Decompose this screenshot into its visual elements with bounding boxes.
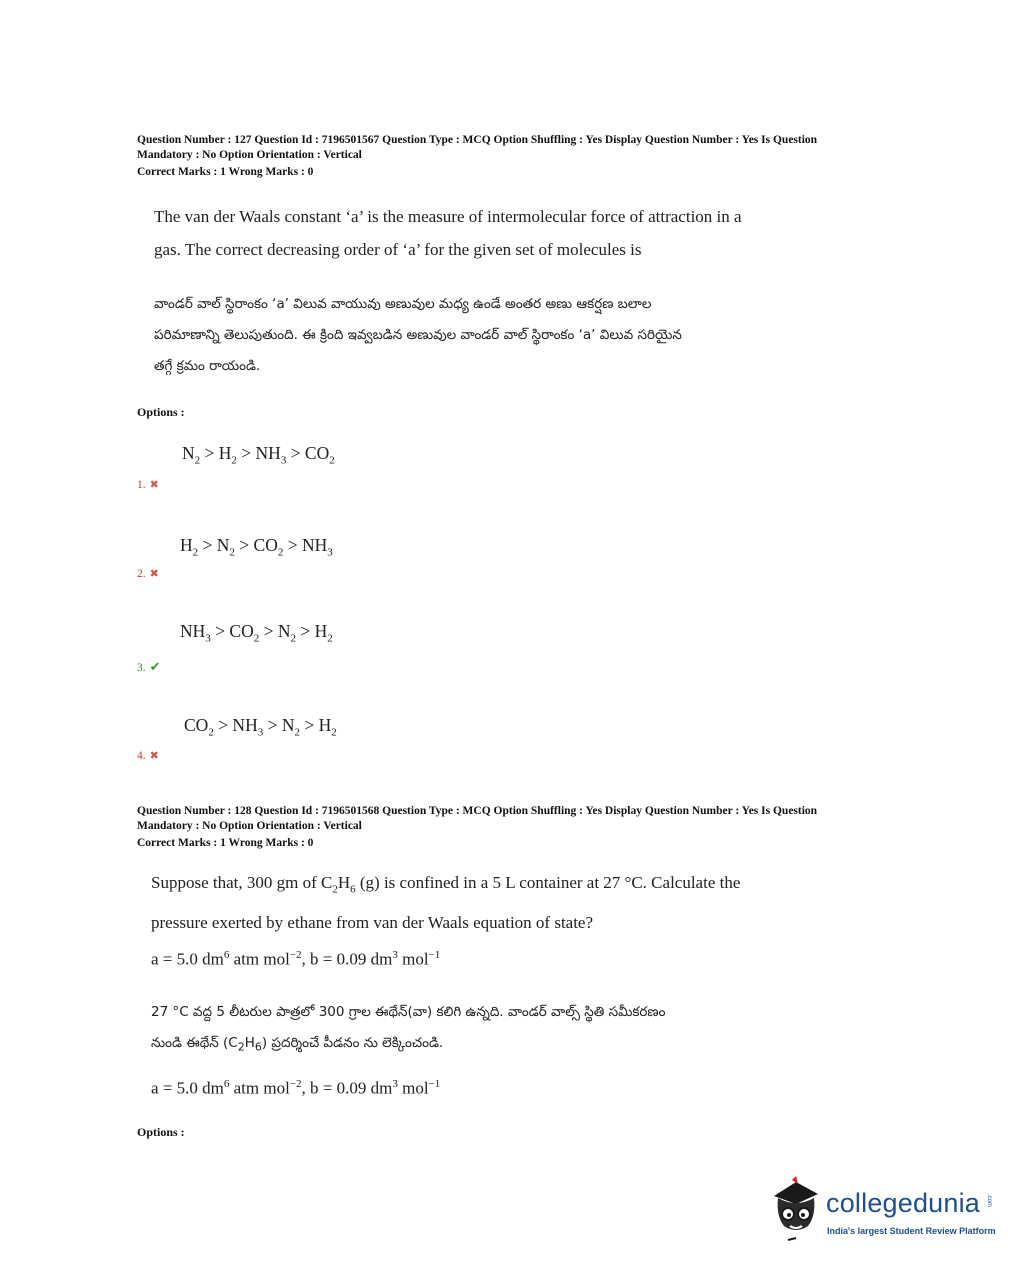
question-line: నుండి ఈథేన్ $(C_2H_6)$ ప్రదర్శించే పీడనం ను లెక్కించండి. bbox=[151, 1035, 444, 1054]
question-line: Suppose that, 300 gm of $C_2H_6$ (g) is confined in a 5 L container at 27 °C. Calculate the bbox=[151, 873, 741, 896]
question-line: పరిమాణాన్ని తెలుపుతుంది. ఈ క్రింది ఇవ్వబడిన అణువుల వాండర్ వాల్ స్థిరాంకం ‘a’ విలువ సరియైన bbox=[154, 327, 682, 343]
question-line: 27 °C వద్ద 5 లీటరుల పాత్రలో 300 గ్రాల ఈథేన్(వా) కలిగి ఉన్నది. వాండర్ వాల్స్ స్థితి సమీకరణం bbox=[151, 1004, 666, 1020]
meta-line: Mandatory : No Option Orientation : Vertical bbox=[137, 149, 362, 161]
mascot-icon bbox=[766, 1176, 826, 1246]
van-der-waals-constants-telugu: a = 5.0 $dm^6$ atm mol$^{-2}$, b = 0.09 $dm^3$ mol$^{-1}$ bbox=[151, 1078, 441, 1098]
meta-line: Question Number : 128 Question Id : 7196501568 Question Type : MCQ Option Shuffling : Yes Display Question Number : Yes Is Question bbox=[137, 805, 818, 817]
question-127-telugu bbox=[154, 289, 854, 382]
option-3-number: 3. ✔ bbox=[137, 659, 161, 674]
meta-line: Correct Marks : 1 Wrong Marks : 0 bbox=[137, 166, 314, 178]
wrong-mark-icon: ✖ bbox=[149, 750, 159, 762]
question-line: వాండర్ వాల్ స్థిరాంకం ‘a’ విలువ వాయువు అణువుల మధ్య ఉండే అంతర అణు ఆకర్షణ బలాల bbox=[154, 296, 652, 312]
logo-dotcom: .com bbox=[986, 1194, 992, 1208]
option-2-formula: $H_2 > N_2 > CO_2 > NH_3$ bbox=[180, 535, 333, 559]
question-128-english bbox=[151, 866, 851, 976]
collegedunia-logo bbox=[766, 1176, 996, 1246]
meta-line: Question Number : 127 Question Id : 7196501567 Question Type : MCQ Option Shuffling : Yes Display Question Number : Yes Is Question bbox=[137, 134, 818, 146]
question-line: The van der Waals constant ‘a’ is the measure of intermolecular force of attraction in a bbox=[154, 207, 742, 226]
option-3-formula: $NH_3 > CO_2 > N_2 > H_2$ bbox=[180, 621, 333, 645]
option-4-formula: $CO_2 > NH_3 > N_2 > H_2$ bbox=[184, 715, 337, 739]
logo-tagline: India's largest Student Review Platform bbox=[827, 1226, 996, 1236]
wrong-mark-icon: ✖ bbox=[149, 479, 159, 491]
logo-wordmark: collegedunia bbox=[826, 1188, 981, 1218]
wrong-mark-icon: ✖ bbox=[149, 568, 159, 580]
option-2-number: 2. ✖ bbox=[137, 568, 159, 580]
option-1-formula: $N_2 > H_2 > NH_3 > CO_2$ bbox=[182, 443, 335, 467]
question-127-english bbox=[154, 200, 854, 266]
question-127-meta bbox=[137, 133, 937, 180]
question-line: pressure exerted by ethane from van der Waals equation of state? bbox=[151, 913, 594, 933]
options-label: Options : bbox=[137, 1125, 185, 1139]
correct-check-icon: ✔ bbox=[149, 659, 161, 674]
question-128-meta bbox=[137, 804, 937, 851]
meta-line: Mandatory : No Option Orientation : Vertical bbox=[137, 820, 362, 832]
option-4-number: 4. ✖ bbox=[137, 750, 159, 762]
option-1-number: 1. ✖ bbox=[137, 479, 159, 491]
options-label: Options : bbox=[137, 405, 185, 419]
question-line: gas. The correct decreasing order of ‘a’ for the given set of molecules is bbox=[154, 240, 642, 259]
van-der-waals-constants: a = 5.0 $dm^6$ atm mol$^{-2}$, b = 0.09 $dm^3$ mol$^{-1}$ bbox=[151, 949, 441, 970]
question-line: తగ్గే క్రమం రాయండి. bbox=[154, 358, 261, 374]
meta-line: Correct Marks : 1 Wrong Marks : 0 bbox=[137, 837, 314, 849]
question-128-telugu bbox=[151, 997, 851, 1063]
